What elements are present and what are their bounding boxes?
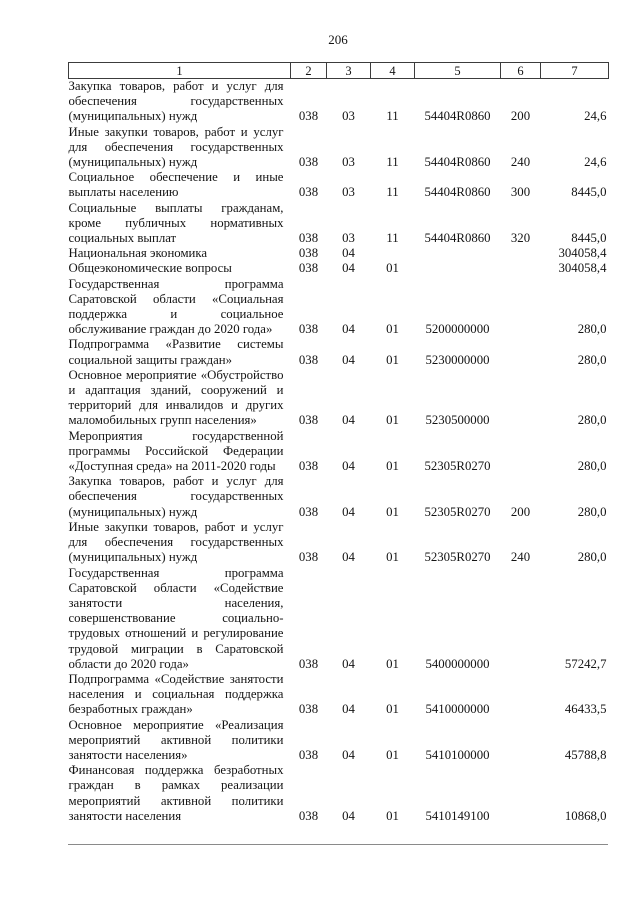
row-target-code: 5200000000 xyxy=(425,322,490,337)
row-code-3: 03 xyxy=(342,231,355,246)
row-code-2: 038 xyxy=(298,702,319,717)
row-code-2: 038 xyxy=(298,322,319,337)
header-col-5: 5 xyxy=(415,63,501,79)
row-code-4: 01 xyxy=(386,459,399,474)
row-amount: 8445,0 xyxy=(571,185,607,200)
row-name: Подпрограмма «Развитие системы социальной защиты граждан» xyxy=(68,337,284,367)
row-code-2: 038 xyxy=(298,352,319,367)
row-code-2: 038 xyxy=(298,808,319,823)
row-code-2: 038 xyxy=(298,459,319,474)
row-expense-type: 200 xyxy=(510,109,531,124)
row-code-3: 04 xyxy=(342,702,355,717)
row-code-3: 04 xyxy=(342,261,355,276)
row-target-code xyxy=(415,246,501,261)
row-amount: 280,0 xyxy=(577,504,607,519)
document-page xyxy=(68,32,608,845)
table-row xyxy=(69,201,609,247)
row-code-2: 038 xyxy=(298,550,319,565)
row-expense-type xyxy=(501,277,541,338)
row-code-3: 04 xyxy=(342,459,355,474)
table-row xyxy=(69,429,609,475)
row-code-3: 03 xyxy=(342,109,355,124)
row-code-3: 04 xyxy=(342,504,355,519)
row-code-4: 01 xyxy=(386,747,399,762)
table-row xyxy=(69,277,609,338)
row-name: Общеэкономические вопросы xyxy=(68,261,232,276)
row-expense-type: 300 xyxy=(510,185,531,200)
row-amount: 304058,4 xyxy=(558,261,607,276)
row-code-4 xyxy=(371,246,415,261)
row-expense-type xyxy=(501,246,541,261)
table-row xyxy=(69,520,609,566)
row-code-3: 04 xyxy=(342,808,355,823)
row-amount: 280,0 xyxy=(577,459,607,474)
header-col-3: 3 xyxy=(327,63,371,79)
row-name: Национальная экономика xyxy=(68,246,208,261)
row-code-3: 04 xyxy=(342,322,355,337)
row-code-2: 038 xyxy=(298,231,319,246)
row-code-2: 038 xyxy=(298,109,319,124)
row-target-code: 54404R0860 xyxy=(424,185,491,200)
header-col-2: 2 xyxy=(291,63,327,79)
row-code-3: 04 xyxy=(342,413,355,428)
row-amount: 10868,0 xyxy=(564,808,607,823)
row-code-3: 03 xyxy=(342,185,355,200)
row-code-3: 04 xyxy=(342,352,355,367)
row-code-4: 01 xyxy=(386,322,399,337)
row-name: Мероприятия государственной программы Российской Федерации «Доступная среда» на 2011-2020 годы xyxy=(68,428,284,474)
table-row xyxy=(69,170,609,200)
row-amount: 280,0 xyxy=(577,352,607,367)
row-target-code: 5230500000 xyxy=(425,413,490,428)
row-amount: 304058,4 xyxy=(558,246,607,261)
row-expense-type xyxy=(501,566,541,672)
row-amount: 280,0 xyxy=(577,550,607,565)
row-expense-type: 320 xyxy=(510,231,531,246)
table-bottom-border xyxy=(68,844,608,845)
row-code-4: 01 xyxy=(386,261,399,276)
row-name: Государственная программа Саратовской области «Содействие занятости населения, совершенствование социально-трудовых отношений и регулирование трудовой миграции в Саратовской области до 2020 года» xyxy=(68,565,284,671)
row-code-2: 038 xyxy=(298,185,319,200)
row-amount: 24,6 xyxy=(584,155,607,170)
row-code-4: 01 xyxy=(386,550,399,565)
row-expense-type xyxy=(501,368,541,429)
row-name: Социальные выплаты гражданам, кроме публичных нормативных социальных выплат xyxy=(68,200,284,246)
row-name: Социальное обеспечение и иные выплаты населению xyxy=(68,170,284,200)
table-row xyxy=(69,246,609,261)
row-name: Иные закупки товаров, работ и услуг для обеспечения государственных (муниципальных) нужд xyxy=(68,519,284,565)
page-number: 206 xyxy=(328,32,348,47)
table-body xyxy=(69,79,609,824)
row-target-code: 5230000000 xyxy=(425,352,490,367)
row-target-code: 52305R0270 xyxy=(424,504,491,519)
row-code-2: 038 xyxy=(298,504,319,519)
row-code-2: 038 xyxy=(298,747,319,762)
row-code-2: 038 xyxy=(298,246,319,261)
row-code-4: 01 xyxy=(386,504,399,519)
table-row xyxy=(69,337,609,367)
table-row xyxy=(69,672,609,718)
row-code-4: 11 xyxy=(386,155,399,170)
row-amount: 45788,8 xyxy=(564,747,607,762)
row-code-4: 01 xyxy=(386,808,399,823)
row-target-code: 5400000000 xyxy=(425,656,490,671)
row-name: Закупка товаров, работ и услуг для обеспечения государственных (муниципальных) нужд xyxy=(68,474,284,519)
row-code-4: 01 xyxy=(386,656,399,671)
row-expense-type xyxy=(501,672,541,718)
row-expense-type xyxy=(501,337,541,367)
header-col-7: 7 xyxy=(541,63,609,79)
row-amount: 280,0 xyxy=(577,322,607,337)
table-row xyxy=(69,79,609,125)
row-code-2: 038 xyxy=(298,413,319,428)
row-code-4: 01 xyxy=(386,702,399,717)
row-code-4: 11 xyxy=(386,231,399,246)
table-row xyxy=(69,474,609,520)
row-name: Закупка товаров, работ и услуг для обеспечения государственных (муниципальных) нужд xyxy=(68,79,284,124)
row-name: Основное мероприятие «Обустройство и адаптация зданий, сооружений и территорий для инвалидов и других маломобильных групп населения» xyxy=(68,367,284,428)
row-code-4: 11 xyxy=(386,109,399,124)
table-header-row xyxy=(69,63,609,79)
header-col-1: 1 xyxy=(69,63,291,79)
row-code-3: 04 xyxy=(342,246,355,261)
row-target-code: 5410000000 xyxy=(425,702,490,717)
row-expense-type: 200 xyxy=(510,504,531,519)
table-row xyxy=(69,125,609,171)
row-target-code: 54404R0860 xyxy=(424,231,491,246)
row-name: Подпрограмма «Содействие занятости населения и социальная поддержка безработных граждан» xyxy=(68,671,284,717)
table-row xyxy=(69,718,609,764)
row-target-code: 54404R0860 xyxy=(424,109,491,124)
row-amount: 46433,5 xyxy=(564,702,607,717)
row-amount: 280,0 xyxy=(577,413,607,428)
row-amount: 57242,7 xyxy=(564,656,607,671)
row-expense-type xyxy=(501,261,541,276)
row-code-2: 038 xyxy=(298,155,319,170)
row-code-4: 11 xyxy=(386,185,399,200)
table-row xyxy=(69,763,609,824)
row-name: Иные закупки товаров, работ и услуг для обеспечения государственных (муниципальных) нужд xyxy=(68,124,284,170)
row-expense-type xyxy=(501,763,541,824)
row-expense-type xyxy=(501,718,541,764)
row-code-2: 038 xyxy=(298,261,319,276)
row-name: Государственная программа Саратовской области «Социальная поддержка и социальное обслуживание граждан до 2020 года» xyxy=(68,276,284,337)
row-code-3: 03 xyxy=(342,155,355,170)
row-code-3: 04 xyxy=(342,747,355,762)
row-code-4: 01 xyxy=(386,413,399,428)
row-amount: 8445,0 xyxy=(571,231,607,246)
row-target-code: 5410100000 xyxy=(425,747,490,762)
row-code-4: 01 xyxy=(386,352,399,367)
budget-table xyxy=(68,62,609,824)
table-row xyxy=(69,566,609,672)
row-target-code: 54404R0860 xyxy=(424,155,491,170)
row-expense-type xyxy=(501,429,541,475)
row-target-code xyxy=(415,261,501,276)
row-target-code: 52305R0270 xyxy=(424,459,491,474)
row-name: Финансовая поддержка безработных граждан в рамках реализации мероприятий активной политики занятости населения xyxy=(68,763,284,823)
row-code-3: 04 xyxy=(342,656,355,671)
row-code-3: 04 xyxy=(342,550,355,565)
header-col-6: 6 xyxy=(501,63,541,79)
row-expense-type: 240 xyxy=(510,550,531,565)
row-amount: 24,6 xyxy=(584,109,607,124)
row-expense-type: 240 xyxy=(510,155,531,170)
header-col-4: 4 xyxy=(371,63,415,79)
table-row xyxy=(69,368,609,429)
row-target-code: 5410149100 xyxy=(425,808,490,823)
row-name: Основное мероприятие «Реализация мероприятий активной политики занятости населения» xyxy=(68,717,284,762)
table-row xyxy=(69,261,609,276)
row-target-code: 52305R0270 xyxy=(424,550,491,565)
row-code-2: 038 xyxy=(298,656,319,671)
